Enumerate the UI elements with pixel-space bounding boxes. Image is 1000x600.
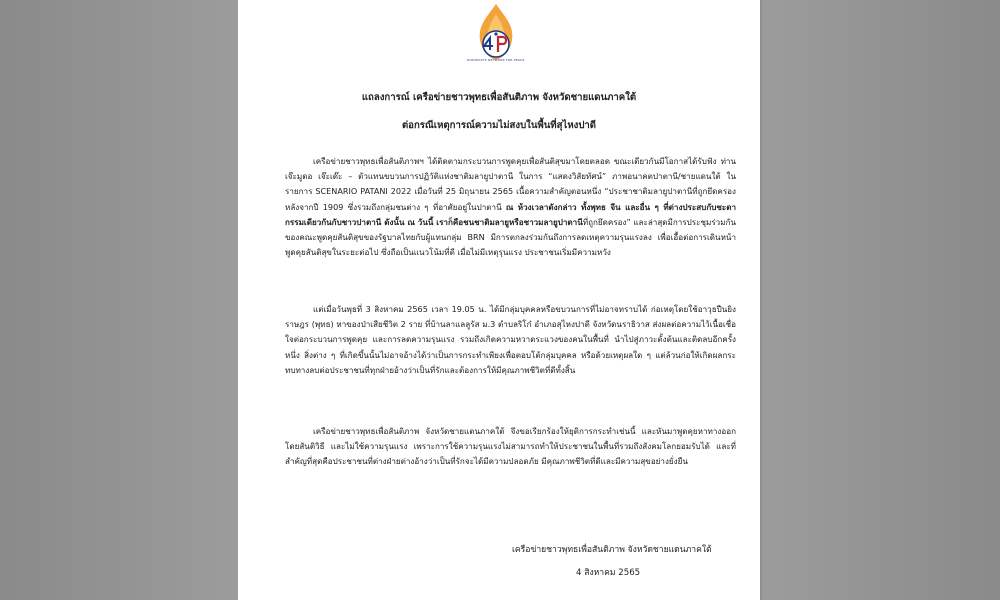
- organization-logo: [456, 0, 536, 90]
- paragraph-1-part2: ที่ถูกยึดครอง” และล่าสุดมีการประชุมร่วมกันของคณะพูดคุยสันติสุขของรัฐบาลไทยกับผู้แทนกลุ่ม BRN มีการตกลงร่วมกันถึงการลดเหตุความรุนแรงลง เพื่อเอื้อต่อการเดินหน้าพูดคุยสันติสุขในระยะต่อไป ซึ่งถือเป็นแนวโน้มที่ดี เมื่อไม่มีเหตุรุนแรง ประชาชนเริ่มมีความหวัง: [285, 216, 736, 258]
- signature-date: 4 สิงหาคม 2565: [576, 568, 641, 578]
- document-subtitle: ต่อกรณีเหตุการณ์ความไม่สงบในพื้นที่สุไหงปาดี: [401, 120, 597, 131]
- document-page: [238, 0, 760, 600]
- background-left: [0, 0, 238, 600]
- paragraph-3: เครือข่ายชาวพุทธเพื่อสันติภาพ จังหวัดชายแดนภาคใต้ จึงขอเรียกร้องให้ยุติการกระทำเช่นนี้ และหันมาพูดคุยหาทางออกโดยสันติวิธี และไม่ใช้ความรุนแรง เพราะการใช้ความรุนแรงไม่สามารถทำให้ประชาชนในพื้นที่รวมถึงสังคมโลกยอมรับได้ และที่สำคัญที่สุดคือประชาชนที่ต่างฝ่ายต่างอ้างว่าเป็นที่รักจะได้มีความปลอดภัย มีคุณภาพชีวิตที่ดีและมีความสุขอย่างยั่งยืน: [285, 426, 736, 467]
- paragraph-1-bold: ณ ห้วงเวลาดังกล่าว ทั้งพุทธ จีน และอื่น ๆ ที่ต่างประสบกับชะตากรรมเดียวกันกับชาวปาตานี ดังนั้น ณ วันนี้ เราก็คือชนชาติมลายูหรือชาวมลายูปาตานี: [285, 201, 736, 227]
- paragraph-1-part1: เครือข่ายชาวพุทธเพื่อสันติภาพฯ ได้ติดตามกระบวนการพูดคุยเพื่อสันติสุขมาโดยตลอด ขณะเดียวกันมีโอกาสได้รับฟัง ท่านเจ๊ะมูดอ เจ๊ะเด๊ะ – ตัวแทนขบวนการปฏิวัติแห่งชาติมลายูปาตานี ในการ “แสดงวิสัยทัศน์” ภาพอนาคตปาตานี/ชายแดนใต้ ในรายการ SCENARIO PATANI 2022 เมื่อวันที่ 25 มิถุนายน 2565 เนื้อความสำคัญตอนหนึ่ง “ประชาชาติมลายูปาตานีที่ถูกยึดครองหลังจากปี 1909 ซึ่งรวมถึงกลุ่มชนต่าง ๆ ที่อาศัยอยู่ในปาตานี: [285, 156, 736, 212]
- logo-emblem-icon: [456, 0, 536, 90]
- paragraph-2: แต่เมื่อวันพุธที่ 3 สิงหาคม 2565 เวลา 19.05 น. ได้มีกลุ่มบุคคลหรือขบวนการที่ไม่อาจทราบได้ ก่อเหตุโดยใช้อาวุธปืนยิงราษฎร (พุทธ) หาของป่าเสียชีวิต 2 ราย ที่บ้านลาแลลูรัส ม.3 ตำบลริโก๋ อำเภอสุไหงปาดี จังหวัดนราธิวาส ส่งผลต่อความไว้เนื้อเชื่อใจต่อกระบวนการพูดคุย และการลดความรุนแรง รวมถึงเกิดความหวาดระแวงของคนในพื้นที่ นำไปสู่ภาวะตั้งต้นและติดลบอีกครั้งหนึ่ง สิ่งต่าง ๆ ที่เกิดขึ้นนั้นไม่อาจอ้างได้ว่าเป็นการกระทำเพียงเพื่อตอบโต้กลุ่มบุคคล หรือด้วยเหตุผลใด ๆ แต่ล้วนก่อให้เกิดผลกระทบทางลบต่อประชาชนที่ทุกฝ่ายอ้างว่าเป็นที่รักและต้องการให้มีคุณภาพชีวิตที่ดีทั้งสิ้น: [285, 304, 736, 375]
- background-right: [762, 0, 1000, 600]
- logo-text: BUDDHISTS NETWORK FOR PEACE: [467, 58, 525, 62]
- signature-organization: เครือข่ายชาวพุทธเพื่อสันติภาพ จังหวัดชายแดนภาคใต้: [512, 545, 712, 555]
- paragraph-1: [285, 154, 736, 260]
- document-title: แถลงการณ์ เครือข่ายชาวพุทธเพื่อสันติภาพ จังหวัดชายแดนภาคใต้: [361, 92, 637, 103]
